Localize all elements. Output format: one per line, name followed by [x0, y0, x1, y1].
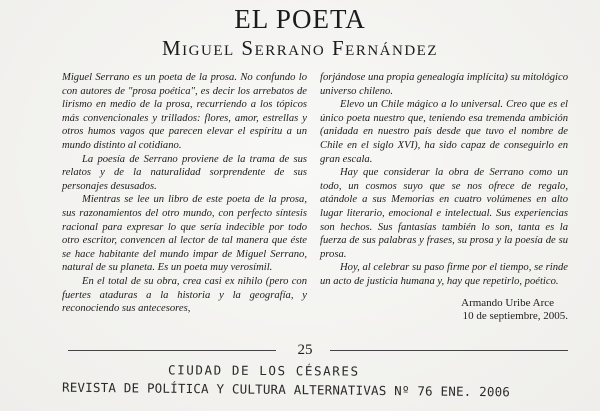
article-subtitle: Miguel Serrano Fernández	[161, 36, 438, 60]
paragraph: forjándose una propia genealogía implícita) su mitológico universo chileno.	[320, 72, 568, 97]
paragraph: Hay que considerar la obra de Serrano como un todo, un cosmos suyo que se nos ofrece de regalo, atándole a sus Memorias en cuatro volúmenes en alto lugar literario, emocional e intelectual. Sus experiencias son hechos. Sus fantasías también lo son, tanta es la fuerza de sus palabras y frases, su prosa y la poesía de su prosa.	[320, 167, 568, 260]
paragraph: Miguel Serrano es un poeta de la prosa. No confundo lo con autores de "prosa poética", es decir los arrebatos de lirismo en medio de la prosa, recurriendo a los tópicos más convencionales y trillados: flores, amor, estrellas y otros humos vagos que parecen elevar el espíritu a un mundo distinto al cotidiano.	[62, 72, 307, 151]
handwritten-magazine-name: CIUDAD DE LOS CÉSARES	[167, 362, 360, 379]
article-date: 10 de septiembre, 2005.	[462, 309, 568, 322]
paragraph: Mientras se lee un libro de este poeta de la prosa, sus razonamientos del otro mundo, con perfecto síntesis racional para expresar lo que sería indecible por todo otro escritor, convencen al lector de tal manera que éste se hace habitante del mundo impar de Miguel Serrano, natural de su planeta. Es un poeta muy verosímil.	[62, 194, 307, 274]
page-number: 25	[297, 342, 313, 358]
article-title: EL POETA	[234, 4, 366, 34]
left-column	[62, 71, 307, 316]
paragraph: Hoy, al celebrar su paso firme por el tiempo, se rinde un acto de justicia humana y, hay que repetirlo, poético.	[320, 262, 568, 287]
handwritten-magazine-issue: REVISTA DE POLÍTICA Y CULTURA ALTERNATIVAS Nº 76 ENE. 2006	[61, 379, 511, 400]
author-name: Armando Uribe Arce	[461, 296, 554, 309]
footer-rule-left	[68, 350, 276, 351]
paragraph: En el total de su obra, crea casi ex nihilo (pero con fuertes ataduras a la historia y la geografía, y reconociendo sus antecesores,	[62, 275, 307, 315]
signature-block	[320, 297, 568, 323]
paragraph: La poesía de Serrano proviene de la trama de sus relatos y de la naturalidad sorprendente de sus personajes desusados.	[62, 153, 307, 192]
paragraph: Elevo un Chile mágico a lo universal. Creo que es el único poeta nuestro que, teniendo esa tremenda ambición (anidada en nuestro país desde que tuvo el nombre de Chile en el siglo XVI), ha sido capaz de conseguirlo en gran escala.	[320, 99, 568, 165]
right-column	[320, 71, 568, 323]
footer-rule-right	[330, 350, 568, 351]
